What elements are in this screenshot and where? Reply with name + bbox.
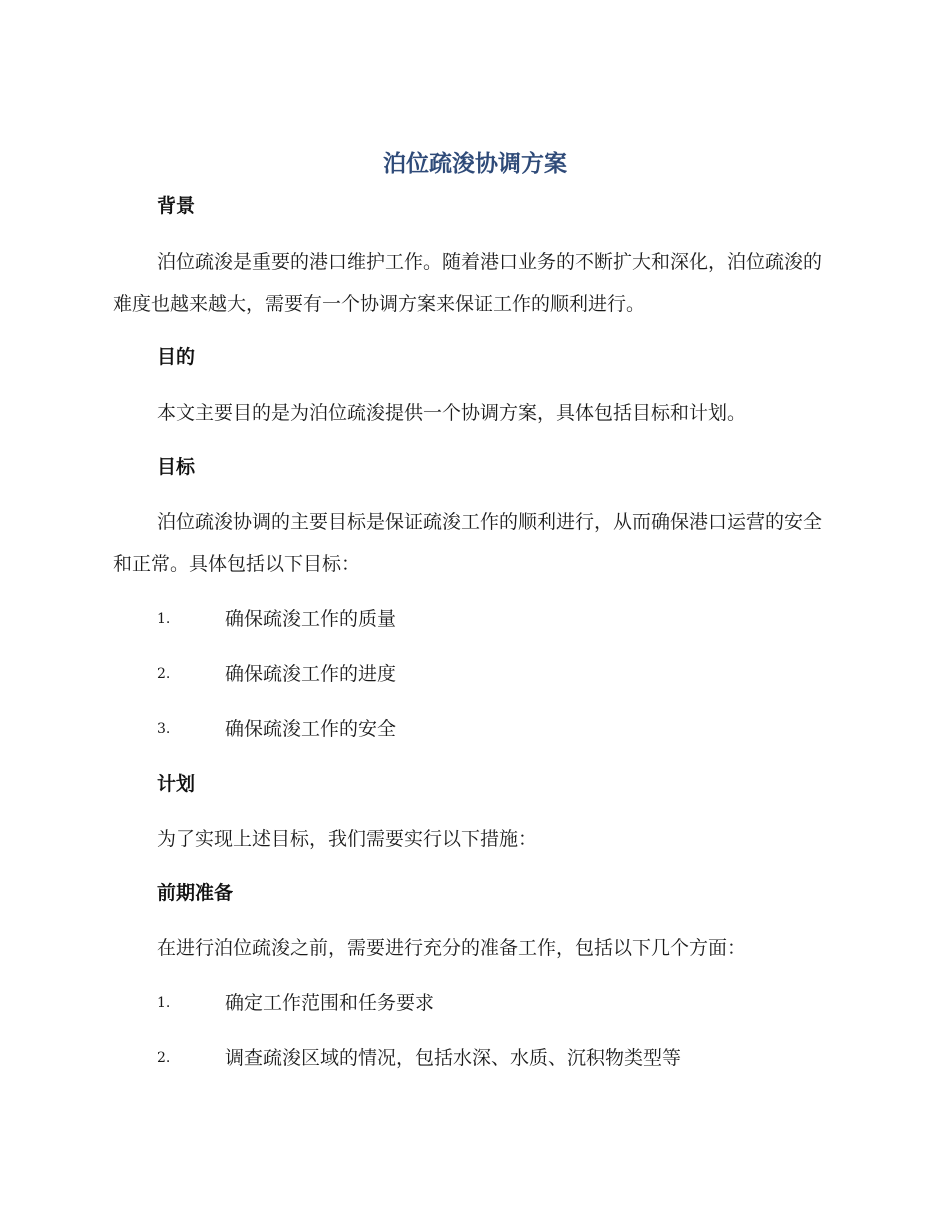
list-number: 2. (157, 1050, 171, 1066)
paragraph-goals: 泊位疏浚协调的主要目标是保证疏浚工作的顺利进行，从而确保港口运营的安全和正常。具体包括以下目标： (113, 511, 823, 575)
list-item (157, 657, 837, 691)
heading-purpose: 目的 (157, 346, 196, 368)
list-item (157, 986, 837, 1020)
heading-plan: 计划 (157, 773, 196, 795)
document-title: 泊位疏浚协调方案 (383, 151, 567, 177)
list-text: 确保疏浚工作的进度 (225, 663, 397, 685)
list-text: 调查疏浚区域的情况，包括水深、水质、沉积物类型等 (225, 1047, 682, 1069)
list-number: 1. (157, 611, 171, 627)
paragraph-preparation: 在进行泊位疏浚之前，需要进行充分的准备工作，包括以下几个方面： (157, 937, 747, 959)
paragraph-plan: 为了实现上述目标，我们需要实行以下措施： (157, 828, 538, 850)
list-text: 确定工作范围和任务要求 (225, 992, 435, 1014)
list-item (157, 602, 837, 636)
list-number: 3. (157, 721, 171, 737)
list-number: 2. (157, 666, 171, 682)
heading-background: 背景 (157, 195, 196, 217)
list-item (157, 1041, 837, 1075)
list-number: 1. (157, 995, 171, 1011)
heading-preparation: 前期准备 (157, 882, 234, 904)
list-text: 确保疏浚工作的质量 (225, 608, 397, 630)
list-text: 确保疏浚工作的安全 (225, 718, 397, 740)
heading-goals: 目标 (157, 456, 196, 478)
paragraph-purpose: 本文主要目的是为泊位疏浚提供一个协调方案，具体包括目标和计划。 (157, 402, 747, 424)
paragraph-background: 泊位疏浚是重要的港口维护工作。随着港口业务的不断扩大和深化，泊位疏浚的难度也越来越大，需要有一个协调方案来保证工作的顺利进行。 (113, 251, 823, 315)
list-item (157, 712, 837, 746)
